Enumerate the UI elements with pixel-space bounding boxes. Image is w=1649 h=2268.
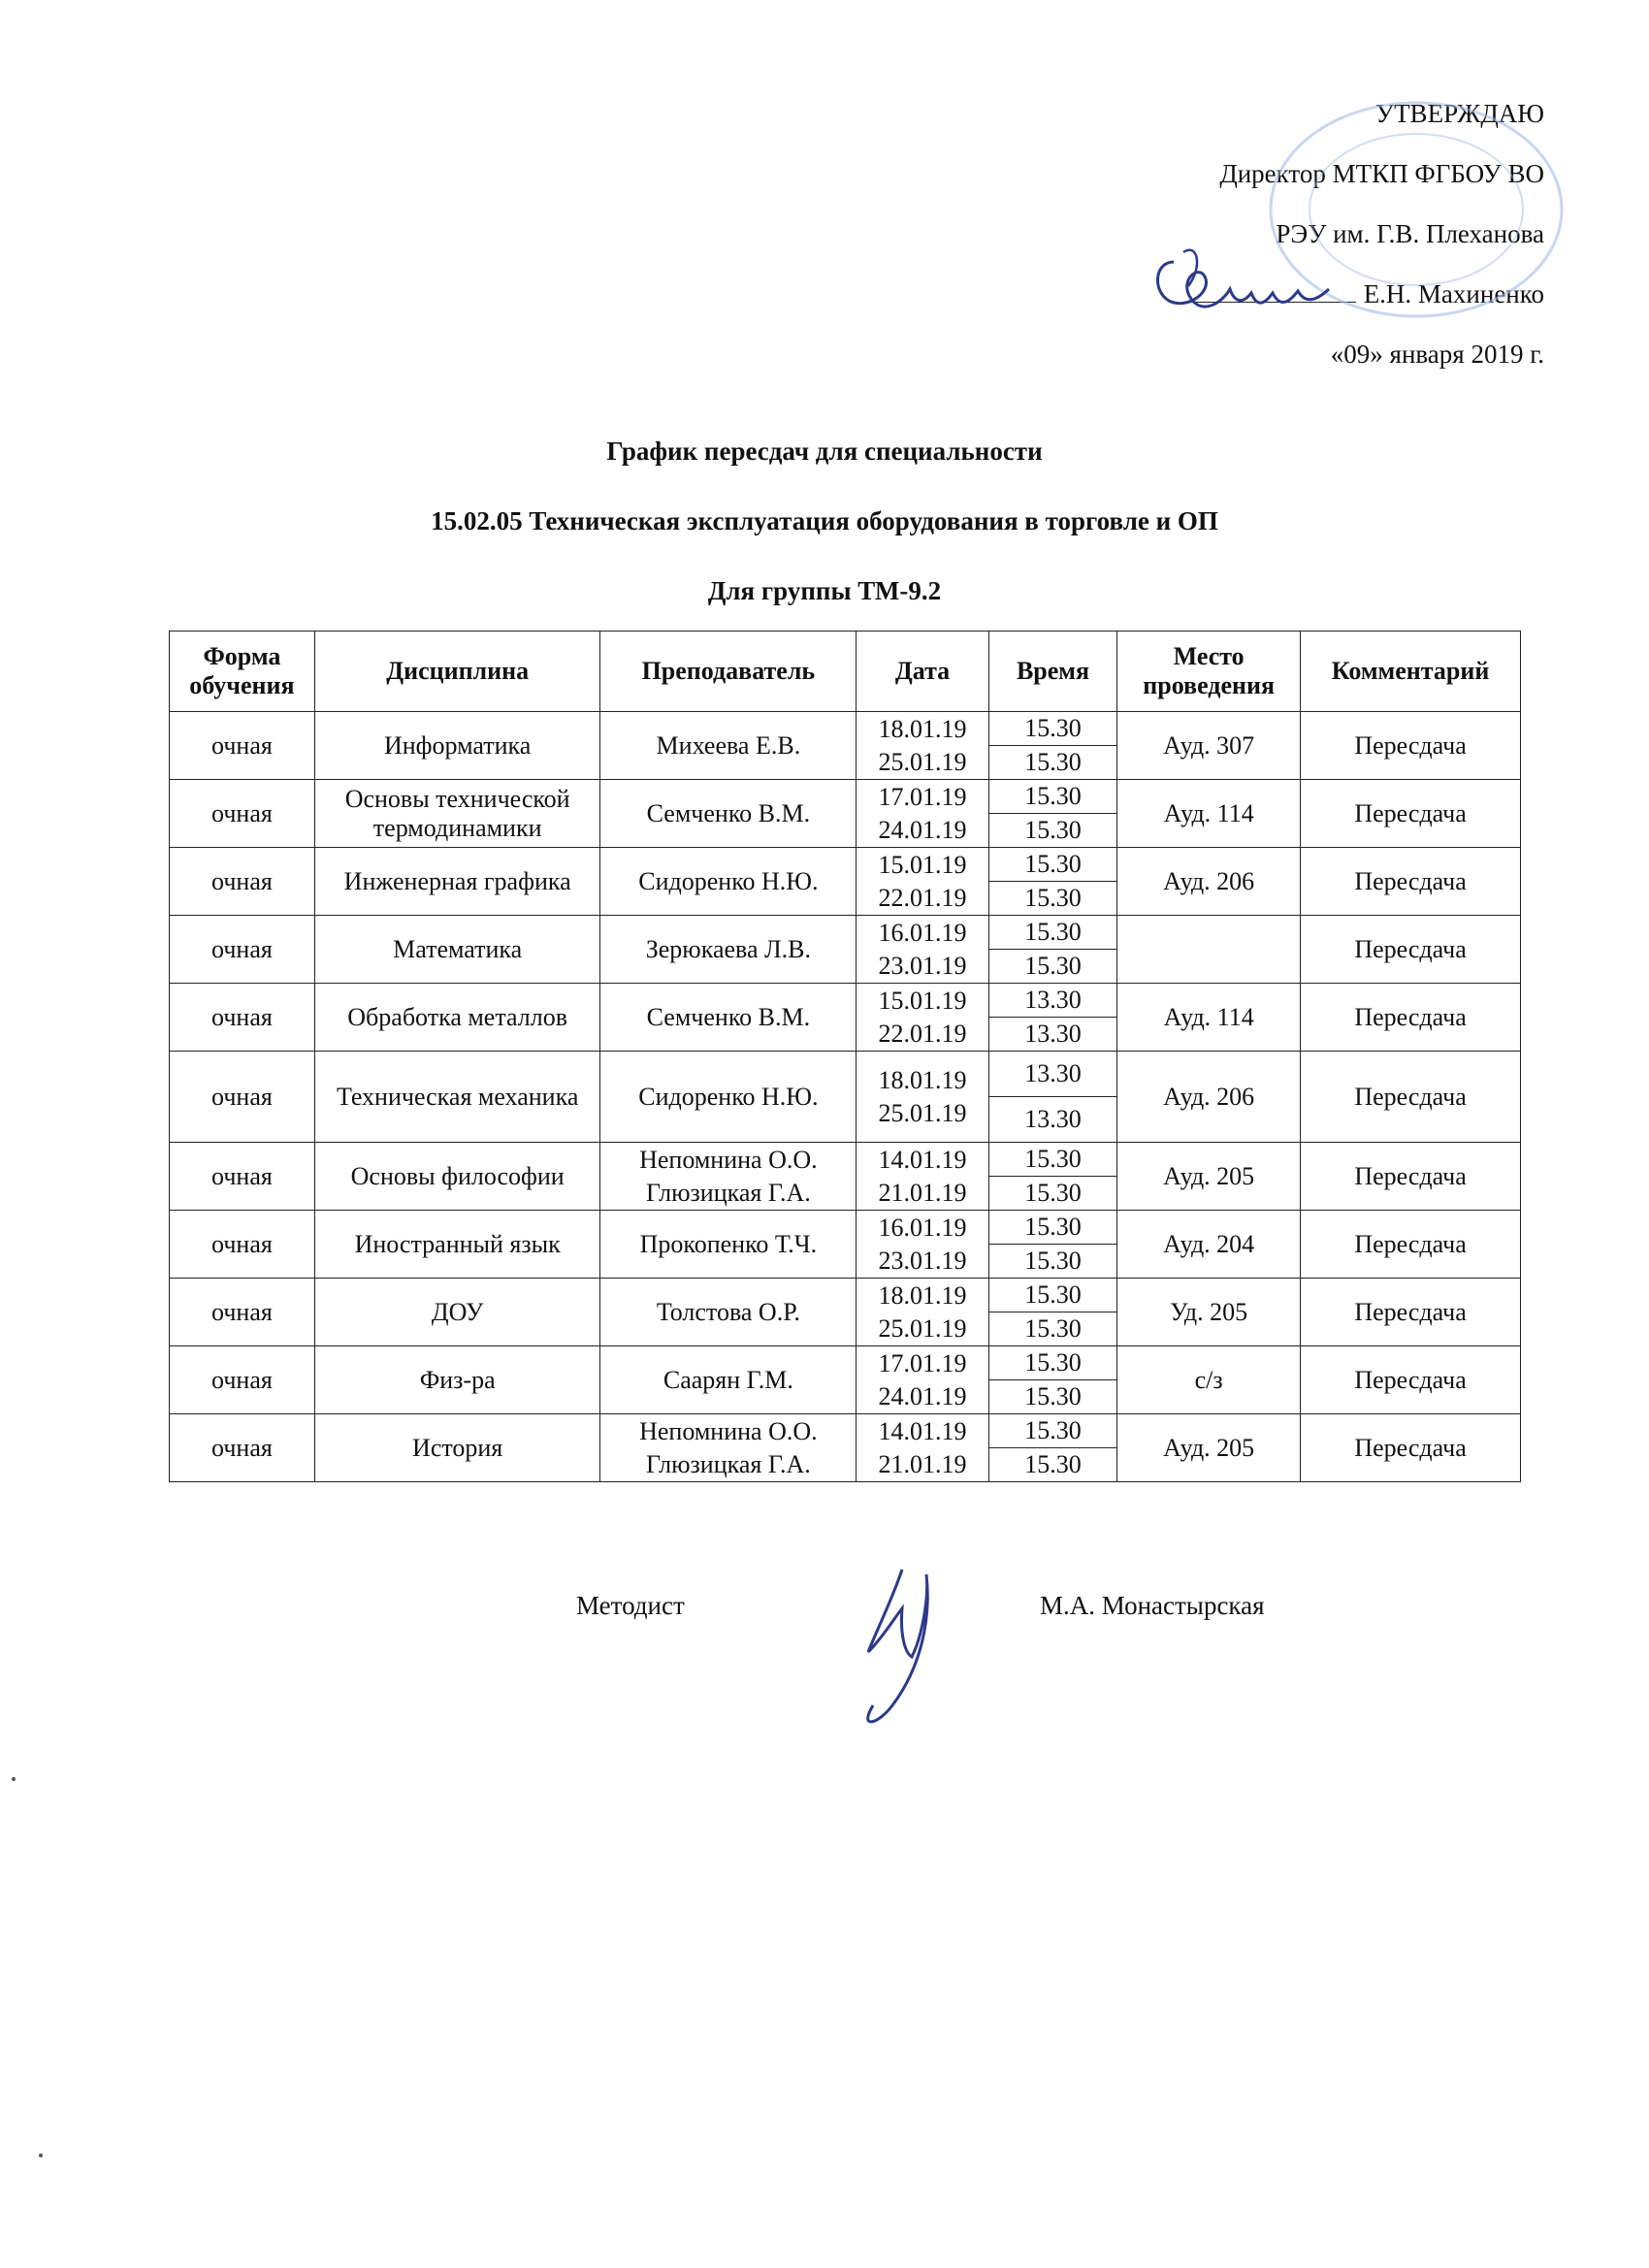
time-cell: 15.30 [988,814,1116,848]
place-cell: Ауд. 206 [1117,1052,1301,1143]
place-cell: Ауд. 205 [1117,1143,1301,1211]
time-cell: 15.30 [988,1211,1116,1245]
table-row [170,1414,1521,1448]
date-value: 23.01.19 [878,951,967,980]
teacher-cell [600,1052,857,1143]
comment-cell: Пересдача [1301,1346,1521,1414]
place-cell: Ауд. 114 [1117,780,1301,848]
time-cell: 15.30 [988,1279,1116,1312]
date-value: 15.01.19 [878,850,967,879]
comment-cell: Пересдача [1301,1143,1521,1211]
comment-cell: Пересдача [1301,1211,1521,1279]
table-row [170,1211,1521,1245]
time-cell: 15.30 [988,950,1116,984]
teacher-name: Прокопенко Т.Ч. [639,1229,818,1258]
teacher-cell [600,1346,857,1414]
date-cell [857,712,989,780]
discipline-cell: Физ-ра [314,1346,600,1414]
teacher-cell [600,1279,857,1346]
date-value: 18.01.19 [878,1280,967,1310]
teacher-name: Непомнина О.О. [639,1145,818,1174]
comment-cell: Пересдача [1301,780,1521,848]
table-row [170,848,1521,882]
column-header-teacher: Преподаватель [600,632,857,712]
column-header-comment: Комментарий [1301,632,1521,712]
time-cell: 15.30 [988,1414,1116,1448]
form-cell: очная [170,780,315,848]
column-header-form: Форма обучения [170,632,315,712]
discipline-cell: Иностранный язык [314,1211,600,1279]
time-cell: 13.30 [988,1052,1116,1097]
date-value: 25.01.19 [878,1313,967,1343]
time-cell: 15.30 [988,1448,1116,1482]
form-cell: очная [170,1346,315,1414]
comment-cell: Пересдача [1301,848,1521,916]
form-cell: очная [170,984,315,1052]
teacher-name: Семченко В.М. [646,1002,811,1031]
date-value: 21.01.19 [878,1178,967,1207]
discipline-cell: Основы философии [314,1143,600,1211]
table-row [170,916,1521,950]
approval-signer: Е.Н. Махиненко [1363,279,1544,308]
date-value: 23.01.19 [878,1246,967,1275]
place-cell: Ауд. 205 [1117,1414,1301,1482]
comment-cell: Пересдача [1301,712,1521,780]
column-header-discipline: Дисциплина [314,632,600,712]
teacher-cell [600,984,857,1052]
approval-heading: УТВЕРЖДАЮ [1374,99,1544,128]
teacher-name: Сидоренко Н.Ю. [638,866,819,895]
teacher-cell [600,1414,857,1482]
place-cell: Ауд. 206 [1117,848,1301,916]
date-value: 22.01.19 [878,883,967,912]
date-value: 17.01.19 [878,1348,967,1377]
time-cell: 15.30 [988,1312,1116,1346]
date-cell [857,1143,989,1211]
column-header-place: Место проведения [1117,632,1301,712]
date-value: 18.01.19 [878,1065,967,1094]
table-row [170,1052,1521,1097]
date-value: 14.01.19 [878,1145,967,1174]
place-cell [1117,916,1301,984]
teacher-cell [600,780,857,848]
date-value: 22.01.19 [878,1019,967,1048]
date-cell [857,984,989,1052]
form-cell: очная [170,1211,315,1279]
date-value: 15.01.19 [878,986,967,1015]
date-cell [857,1279,989,1346]
time-cell: 15.30 [988,1346,1116,1380]
time-cell: 13.30 [988,1097,1116,1143]
time-cell: 15.30 [988,746,1116,780]
group-title: Для группы ТМ-9.2 [707,576,942,605]
form-cell: очная [170,1414,315,1482]
place-cell: Ауд. 114 [1117,984,1301,1052]
methodist-name: М.А. Монастырская [1040,1591,1265,1620]
teacher-name: Зерюкаева Л.В. [645,934,811,963]
date-value: 25.01.19 [878,1098,967,1127]
date-cell [857,780,989,848]
form-cell: очная [170,1279,315,1346]
date-value: 16.01.19 [878,1213,967,1242]
discipline-cell: Техническая механика [314,1052,600,1143]
column-header-date: Дата [857,632,989,712]
table-row [170,1143,1521,1177]
teacher-cell [600,712,857,780]
teacher-name: Михеева Е.В. [656,730,801,760]
time-cell: 15.30 [988,882,1116,916]
table-row [170,1279,1521,1312]
place-cell: Ауд. 307 [1117,712,1301,780]
column-header-time: Время [988,632,1116,712]
teacher-name: Непомнина О.О. [639,1416,818,1445]
teacher-name: Саарян Г.М. [663,1365,793,1394]
time-cell: 15.30 [988,1177,1116,1211]
teacher-cell [600,916,857,984]
date-value: 25.01.19 [878,747,967,776]
date-cell [857,848,989,916]
table-header-row [170,632,1521,712]
date-value: 21.01.19 [878,1449,967,1478]
date-value: 14.01.19 [878,1416,967,1445]
teacher-cell [600,1143,857,1211]
comment-cell: Пересдача [1301,1279,1521,1346]
scan-speck [39,2154,43,2157]
director-signature [1145,233,1339,340]
place-cell: Ауд. 204 [1117,1211,1301,1279]
table-row [170,984,1521,1018]
approval-organization: РЭУ им. Г.В. Плеханова [1276,219,1544,248]
form-cell: очная [170,1052,315,1143]
date-value: 18.01.19 [878,714,967,743]
time-cell: 15.30 [988,780,1116,814]
time-cell: 15.30 [988,712,1116,746]
time-cell: 15.30 [988,1245,1116,1279]
specialty-title: 15.02.05 Техническая эксплуатация оборудования в торговле и ОП [431,506,1218,535]
discipline-cell: История [314,1414,600,1482]
date-cell [857,916,989,984]
teacher-name: Семченко В.М. [646,798,811,827]
date-value: 16.01.19 [878,918,967,947]
date-cell [857,1052,989,1143]
date-cell [857,1414,989,1482]
discipline-cell: ДОУ [314,1279,600,1346]
teacher-name: Толстова О.Р. [656,1297,800,1326]
date-value: 24.01.19 [878,815,967,844]
discipline-cell: Математика [314,916,600,984]
date-cell [857,1211,989,1279]
approval-date: «09» января 2019 г. [1330,340,1544,369]
time-cell: 15.30 [988,916,1116,950]
methodist-signature [834,1560,970,1734]
teacher-cell [600,848,857,916]
teacher-cell [600,1211,857,1279]
time-cell: 15.30 [988,848,1116,882]
form-cell: очная [170,1143,315,1211]
date-cell [857,1346,989,1414]
place-cell: с/з [1117,1346,1301,1414]
retake-schedule-table [169,631,1521,1482]
discipline-cell: Информатика [314,712,600,780]
methodist-label: Методист [576,1591,685,1620]
teacher-name: Сидоренко Н.Ю. [638,1082,819,1111]
time-cell: 13.30 [988,984,1116,1018]
form-cell: очная [170,916,315,984]
form-cell: очная [170,712,315,780]
table-row [170,1346,1521,1380]
date-value: 24.01.19 [878,1381,967,1410]
discipline-cell: Обработка металлов [314,984,600,1052]
document-title: График пересдач для специальности [606,437,1043,466]
table-row [170,712,1521,746]
discipline-cell: Основы технической термодинамики [314,780,600,848]
scan-speck [12,1777,16,1781]
table-body [170,712,1521,1482]
form-cell: очная [170,848,315,916]
comment-cell: Пересдача [1301,1414,1521,1482]
time-cell: 15.30 [988,1380,1116,1414]
time-cell: 15.30 [988,1143,1116,1177]
table-row [170,780,1521,814]
discipline-cell: Инженерная графика [314,848,600,916]
approval-position: Директор МТКП ФГБОУ ВО [1219,159,1544,188]
teacher-name: Глюзицкая Г.А. [646,1178,811,1207]
time-cell: 13.30 [988,1018,1116,1052]
place-cell: Уд. 205 [1117,1279,1301,1346]
comment-cell: Пересдача [1301,984,1521,1052]
date-value: 17.01.19 [878,782,967,811]
teacher-name: Глюзицкая Г.А. [646,1449,811,1478]
comment-cell: Пересдача [1301,916,1521,984]
comment-cell: Пересдача [1301,1052,1521,1143]
